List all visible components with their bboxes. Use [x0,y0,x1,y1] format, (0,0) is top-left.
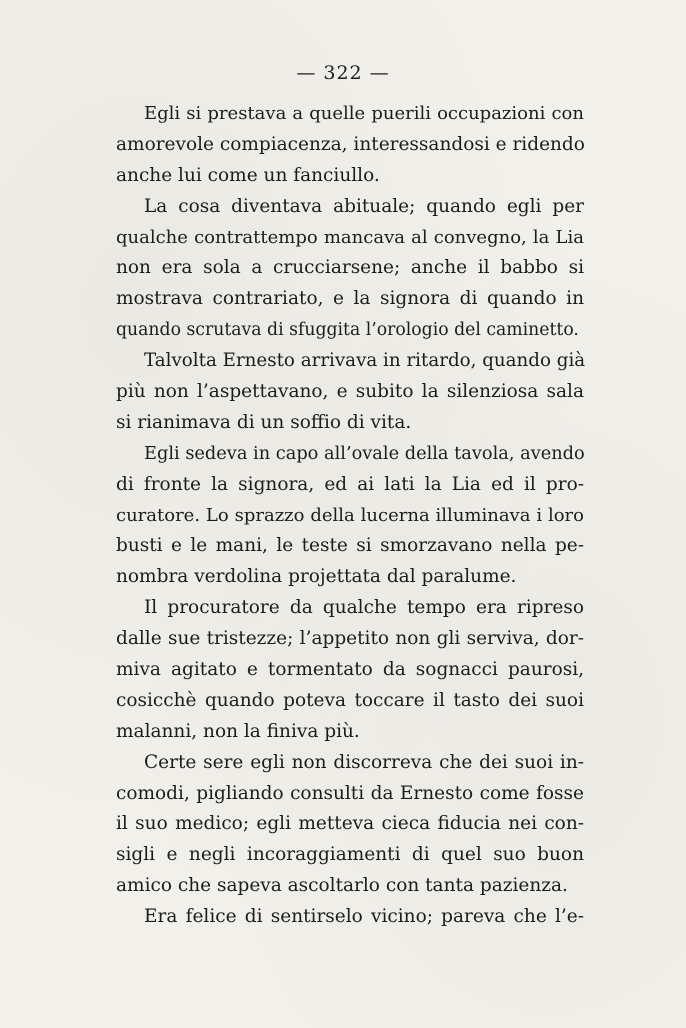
text-line: non era sola a crucciarsene; anche il babbo si [116,257,584,279]
text-line: di fronte la signora, ed ai lati la Lia ed il pro- [116,473,584,495]
text-line: Egli sedeva in capo all’ovale della tavola, avendo [144,443,585,464]
text-line: qualche contrattempo mancava al convegno, la Lia [116,226,584,248]
text-line: anche lui come un fanciullo. [116,164,380,186]
text-line: quando scrutava di sfuggita l’orologio del caminetto. [116,320,579,341]
text-line: nombra verdolina projettata dal paralume. [116,566,517,588]
text-line: sigli e negli incoraggiamenti di quel suo buon [116,844,584,866]
text-line: busti e le mani, le teste si smorzavano nella pe- [116,535,584,557]
text-line: Il procuratore da qualche tempo era ripreso [144,597,584,619]
text-line: amico che sapeva ascoltarlo con tanta pazienza. [116,875,568,897]
text-line: si rianimava di un soffio di vita. [116,411,412,433]
text-line: il suo medico; egli metteva cieca fiducia nei con- [116,813,584,835]
text-line: mostrava contrariato, e la signora di quando in [116,288,584,310]
text-line: più non l’aspettavano, e subito la silenziosa sala [116,381,584,403]
text-line: Era felice di sentirselo vicino; pareva che l’e- [144,906,584,928]
text-line: cosicchè quando poteva toccare il tasto dei suoi [116,689,584,711]
text-line: Certe sere egli non discorreva che dei suoi in- [144,751,584,773]
text-line: curatore. Lo sprazzo della lucerna illuminava i loro [116,504,584,526]
text-line: amorevole compiacenza, interessandosi e ridendo [116,133,585,155]
text-line: malanni, non la finiva più. [116,720,360,742]
text-line: dalle sue tristezze; l’appetito non gli serviva, dor- [116,628,584,650]
text-line: La cosa diventava abituale; quando egli per [144,195,584,217]
text-line: miva agitato e tormentato da sognacci paurosi, [116,659,584,681]
text-line: Egli si prestava a quelle puerili occupazioni con [144,103,584,124]
page-number: — 322 — [296,62,390,84]
text-line: Talvolta Ernesto arrivava in ritardo, quando già [144,350,586,372]
body-text [116,99,584,933]
text-line: comodi, pigliando consulti da Ernesto come fosse [116,782,584,804]
